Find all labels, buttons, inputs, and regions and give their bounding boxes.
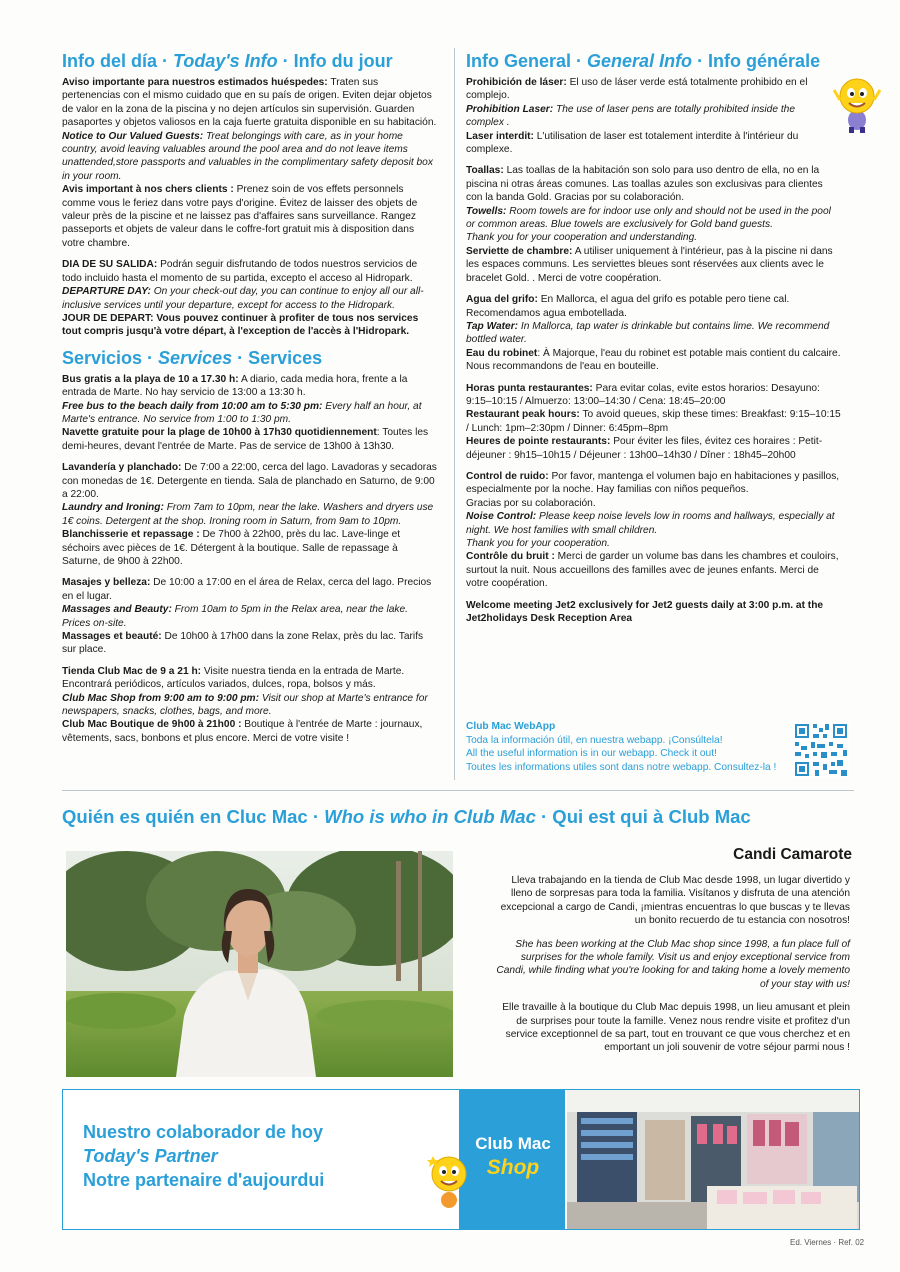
laser-en: Prohibition Laser: The use of laser pens are totally prohibited inside the complex . (466, 103, 795, 129)
noise-es-thanks: Gracias por su colaboración. (466, 497, 596, 509)
webapp-es: Toda la información útil, en nuestra webapp. ¡Consúltela! (466, 734, 723, 746)
laser-block (466, 76, 828, 156)
bio-en: She has been working at the Club Mac shop since 1998, a fun place full of surprises for the whole family. Visit us and enjoy exceptional service from Candi, while finding what you're looking for and taking home a lovely memento of your stay with us! (496, 938, 850, 990)
bio-es: Lleva trabajando en la tienda de Club Mac desde 1998, un lugar divertido y lleno de sorpresas para toda la familia. Visítanos y disfruta de una atención excepcional a cargo de Candi, ¡mientras encuentras lo que buscas y te llevas un bonito recuerdo de tu estancia con nosotros! (500, 875, 850, 927)
column-divider (454, 48, 455, 780)
noise-en: Noise Control: Please keep noise levels low in rooms and hallways, especially at night. We host families with small children. (466, 511, 835, 536)
noise-block (466, 470, 841, 591)
footer-ref: Ed. Viernes · Ref. 02 (790, 1238, 865, 1247)
notice-es: Aviso importante para nuestros estimados huéspedes: Traten sus pertenencias con el mismo cuidado que en su país de origen. Eviten dejar objetos de valor en la zona de la piscina y no dejen artículos sin supervisión. Guarden pasaportes y objetos valiosos en la caja fuerte gratuita disponible en su habitación. (62, 77, 437, 129)
departure-es: DIA DE SU SALIDA: Podrán seguir disfrutando de todos nuestros servicios de todo incluido hasta el momento de su partida, excepto el acceso al Hidropark. (62, 259, 418, 284)
laundry-fr: Blanchisserie et repassage : De 7h00 à 22h00, près du lac. Lave-linge et séchoirs avec pièces de 1€. Détergent à la boutique. Salle de repassage à Saturne, de 9h00 à 22h00. (62, 529, 401, 567)
webapp-block (466, 720, 846, 774)
servicios-title: Servicios · Services · Services (62, 347, 323, 368)
water-en: Tap Water: In Mallorca, tap water is drinkable but contains lime. We recommend bottled water. (466, 320, 830, 346)
laundry-block (62, 461, 437, 568)
notice-block (62, 76, 437, 250)
staff-photo (66, 851, 453, 1077)
shop-logo (473, 1132, 553, 1180)
shop-en: Club Mac Shop from 9:00 am to 9:00 pm: Visit our shop at Marte's entrance for newspapers, snacks, clothes, bags, and more. (62, 692, 428, 718)
partner-title (83, 1120, 324, 1192)
webapp-en: All the useful information is in our webapp. Check it out! (466, 748, 717, 760)
shop-logo-line1: Club Mac (475, 1134, 551, 1153)
staff-bio (492, 874, 850, 1065)
who-title: Quién es quién en Cluc Mac · Who is who in Club Mac · Qui est qui à Club Mac (62, 806, 751, 827)
towel-en-thanks: Thank you for your cooperation and understanding. (466, 232, 698, 244)
jet2-notice: Welcome meeting Jet2 exclusively for Jet2 guests daily at 3:00 p.m. at the Jet2holidays Desk Reception Area (466, 599, 824, 625)
shop-photo (567, 1090, 859, 1229)
webapp-fr: Toutes les informations utiles sont dans notre webapp. Consultez-la ! (466, 761, 777, 773)
partner-box (62, 1089, 860, 1230)
shop-fr: Club Mac Boutique de 9h00 à 21h00 : Boutique à l'entrée de Marte : journaux, vêtements, sacs, bonbons et plus encore. Merci de votre visite ! (62, 719, 423, 744)
bus-es: Bus gratis a la playa de 10 a 17.30 h: A diario, cada media hora, frente a la entrada de Marte. No hay servicio de 13:00 a 13:30 h. (62, 373, 408, 399)
mascot-icon (427, 1150, 471, 1210)
laser-es: Prohibición de láser: El uso de láser verde está totalmente prohibido en el complejo. (466, 77, 808, 102)
laundry-en: Laundry and Ironing: From 7am to 10pm, near the lake. Washers and dryers use 1€ coins. Detergent at the shop. Ironing room in Saturn, from 9am to 10pm. (62, 502, 434, 527)
noise-en-thanks: Thank you for your cooperation. (466, 538, 610, 549)
bus-en: Free bus to the beach daily from 10:00 am to 5:30 pm: Every half an hour, at Marte's entrance. No service from 1:00 to 1:30 pm. (62, 400, 422, 425)
peak-es: Horas punta restaurantes: Para evitar colas, evite estos horarios: Desayuno: 9:15–10:15 / Almuerzo: 13:00–14:30 / Cena: 18:45–20:00 (466, 382, 820, 407)
towel-es: Toallas: Las toallas de la habitación son solo para uso dentro de ella, no en la piscina ni otras áreas comunes. Las toallas azules son exclusivas para clientes con la banda Gold. Gracias por su colaboración. (466, 165, 823, 204)
water-fr: Eau du robinet: À Majorque, l'eau du robinet est potable mais contient du calcaire. Nous recommandons de l'eau en bouteille. (466, 347, 841, 373)
notice-fr: Avis important à nos chers clients : Prenez soin de vos effets personnels comme vous le feriez dans votre pays d'origine. Évitez de laisser des objets de valeur près de la piscine et ne laissez pas d'affaires sans surveillance. Rangez passeports et objets de valeur dans le coffre-fort gratuit mis à disposition dans votre chambre. (62, 184, 418, 249)
laundry-es: Lavandería y planchado: De 7:00 a 22:00, cerca del lago. Lavadoras y secadoras con monedas de 1€. Detergente en tienda. Sala de planchado en Saturno, de 9:00 a 22:00. (62, 462, 437, 500)
massage-block (62, 576, 437, 656)
info-general-title: Info General · General Info · Info générale (466, 51, 821, 71)
towel-en: Towells: Room towels are for indoor use only and should not be used in the pool or common areas. Blue towels are exclusively for Gold band guests. (466, 205, 831, 231)
shop-block (62, 665, 437, 745)
peak-en: Restaurant peak hours: To avoid queues, skip these times: Breakfast: 9:15–10:15 / Lunch: 1pm–2:30pm / Dinner: 6:45pm–8pm (466, 409, 841, 434)
shop-es: Tienda Club Mac de 9 a 21 h: Visite nuestra tienda en la entrada de Marte. Encontrará periódicos, artículos variados, dulces, ropa, bolsos y más. (62, 665, 405, 691)
mascot-icon (833, 70, 881, 134)
staff-name: Candi Camarote (733, 846, 852, 863)
water-block (466, 293, 841, 373)
bio-fr: Elle travaille à la boutique du Club Mac depuis 1998, un lieu amusant et plein de surprises pour toute la famille. Venez nous rendre visite et profitez d'un service exceptionnel de sa part, tout en trouvant ce que vous cherchez et en emportant un joli souvenir de votre séjour parmi nous ! (502, 1002, 850, 1054)
left-column (62, 50, 437, 753)
departure-fr: JOUR DE DEPART: Vous pouvez continuer à profiter de tous nos services tout compris jusqu'à votre départ, à l'exception de l'accès à l'Hidropark. (62, 312, 419, 338)
towel-fr: Serviette de chambre: A utiliser uniquement à l'intérieur, pas à la piscine ni dans les espaces communs. Les serviettes bleues sont réservées aux clients avec le bracelet Gold. . Merci de votre coopération. (466, 245, 833, 284)
water-es: Agua del grifo: En Mallorca, el agua del grifo es potable pero tiene cal. Recomendamos agua embotellada. (466, 294, 790, 319)
noise-es: Control de ruido: Por favor, mantenga el volumen bajo en habitaciones y pasillos, especialmente por la noche. Hay familias con niños pequeños. (466, 470, 840, 496)
qr-code-icon[interactable] (793, 722, 849, 778)
section-divider (62, 790, 854, 791)
bus-block (62, 373, 437, 453)
noise-fr: Contrôle du bruit : Merci de garder un volume bas dans les chambres et couloirs, surtout la nuit. Nous accueillons des familles avec de jeunes enfants. Merci de votre coopération. (466, 551, 839, 590)
peak-block (466, 382, 841, 462)
peak-fr: Heures de pointe restaurants: Pour éviter les files, évitez ces horaires : Petit-déjeuner : 9h15–10h15 / Déjeuner : 13h00–14h30 / Dîner : 18h45–20h00 (466, 436, 823, 461)
notice-en: Notice to Our Valued Guests: Treat belongings with care, as in your home country, avoid leaving valuables around the pool area and do not leave items unattended,store passports and valuables in the complimentary safety deposit box in your room. (62, 130, 433, 182)
webapp-title: Club Mac WebApp (466, 721, 556, 732)
right-column (466, 50, 841, 633)
shop-logo-panel (459, 1090, 565, 1229)
bus-fr: Navette gratuite pour la plage de 10h00 à 17h30 quotidiennement: Toutes les demi-heures, devant l'entrée de Marte. Pas de service de 13h00 à 13h30. (62, 427, 429, 452)
massage-es: Masajes y belleza: De 10:00 a 17:00 en el área de Relax, cerca del lago. Precios en el lugar. (62, 577, 432, 602)
shop-logo-line2: Shop (486, 1156, 540, 1179)
massage-fr: Massages et beauté: De 10h00 à 17h00 dans la zone Relax, près du lac. Tarifs sur place. (62, 631, 424, 656)
departure-block (62, 258, 437, 338)
laser-fr: Laser interdit: L'utilisation de laser est totalement interdite à l'intérieur du complexe. (466, 130, 799, 156)
partner-fr: Notre partenaire d'aujourdui (83, 1170, 325, 1190)
partner-es: Nuestro colaborador de hoy (83, 1122, 324, 1142)
towel-block (466, 164, 841, 285)
info-dia-title: Info del día · Today's Info · Info du jour (62, 51, 393, 71)
departure-en: DEPARTURE DAY: On your check-out day, you can continue to enjoy all our all-inclusive services until your departure, except for access to the Hidropark. (62, 286, 424, 311)
partner-en: Today's Partner (83, 1146, 218, 1166)
massage-en: Massages and Beauty: From 10am to 5pm in the Relax area, near the lake. Prices on-site. (62, 604, 408, 629)
